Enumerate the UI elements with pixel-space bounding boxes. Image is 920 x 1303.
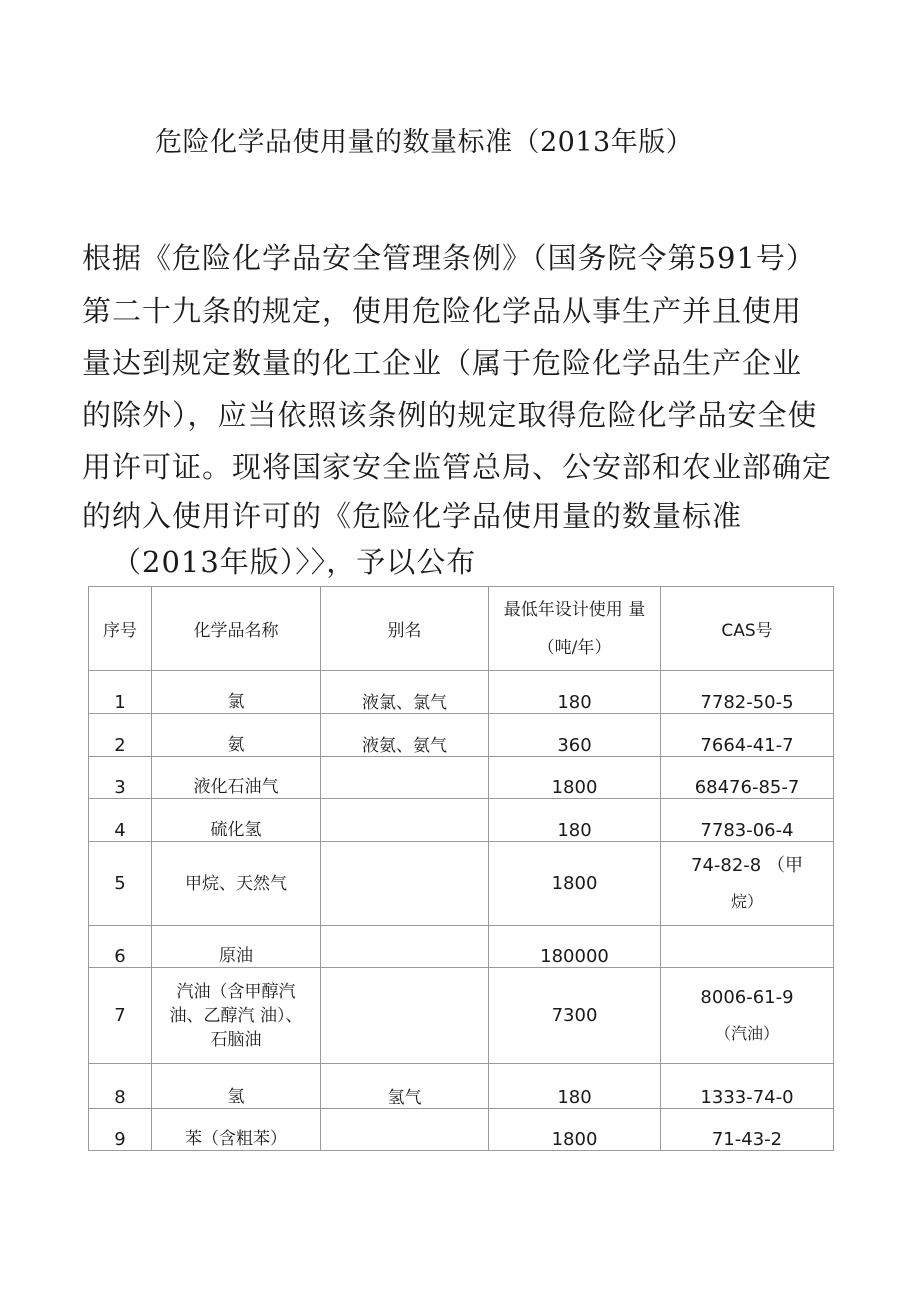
cell-name <box>152 968 321 1064</box>
cell-name-line: 汽油（含甲醇汽 <box>176 981 296 1002</box>
cell-cas: 7664-41-7 <box>661 714 834 757</box>
chemical-quantity-table <box>88 586 834 1151</box>
cell-seq: 4 <box>89 799 152 842</box>
table-header-row <box>89 587 834 671</box>
cell-quantity: 180 <box>489 1064 661 1109</box>
cell-alias: 液氯、氯气 <box>321 671 489 714</box>
cell-alias <box>321 926 489 968</box>
cell-alias: 液氨、氨气 <box>321 714 489 757</box>
cell-seq: 1 <box>89 671 152 714</box>
table-row <box>89 757 834 799</box>
cell-seq: 6 <box>89 926 152 968</box>
cell-alias <box>321 757 489 799</box>
cell-cas: 7782-50-5 <box>661 671 834 714</box>
paragraph-line: 第二十九条的规定，使用危险化学品从事生产并且使用 <box>82 294 803 328</box>
cell-cas-line2: 烷） <box>730 891 763 911</box>
table-row <box>89 968 834 1064</box>
header-seq: 序号 <box>89 587 152 671</box>
cell-quantity: 180 <box>489 799 661 842</box>
cell-quantity: 180 <box>489 671 661 714</box>
cell-alias <box>321 799 489 842</box>
cell-name: 氯 <box>152 671 321 714</box>
cell-alias: 氢气 <box>321 1064 489 1109</box>
cell-alias <box>321 1109 489 1151</box>
cell-quantity: 1800 <box>489 1109 661 1151</box>
table-row <box>89 671 834 714</box>
cell-cas: 7783-06-4 <box>661 799 834 842</box>
paragraph-line: 的除外），应当依照该条例的规定取得危险化学品安全使 <box>82 398 818 432</box>
cell-alias <box>321 968 489 1064</box>
cell-name: 苯（含粗苯） <box>152 1109 321 1151</box>
cell-seq: 2 <box>89 714 152 757</box>
cell-name: 氨 <box>152 714 321 757</box>
cell-cas: 68476-85-7 <box>661 757 834 799</box>
cell-cas: 71-43-2 <box>661 1109 834 1151</box>
paragraph-line: 根据《危险化学品安全管理条例》（国务院令第591号） <box>82 241 816 275</box>
paragraph-line: 量达到规定数量的化工企业（属于危险化学品生产企业 <box>82 346 803 380</box>
header-quantity-line1: 最低年设计使用 量 <box>503 599 646 620</box>
header-quantity-line2: （吨/年） <box>537 637 612 658</box>
table-row <box>89 799 834 842</box>
cell-cas-line2: （汽油） <box>714 1023 779 1043</box>
cell-quantity: 180000 <box>489 926 661 968</box>
table-row <box>89 1109 834 1151</box>
cell-seq: 5 <box>89 842 152 926</box>
cell-name: 硫化氢 <box>152 799 321 842</box>
paragraph-line: 的纳入使用许可的《危险化学品使用量的数量标准 <box>82 499 743 533</box>
table-row <box>89 926 834 968</box>
cell-name-line: 油、乙醇汽 油）、 <box>169 1005 303 1026</box>
cell-quantity: 360 <box>489 714 661 757</box>
header-alias: 别名 <box>321 587 489 671</box>
header-cas: CAS号 <box>661 587 834 671</box>
cell-quantity: 7300 <box>489 968 661 1064</box>
cell-name: 氢 <box>152 1064 321 1109</box>
table-row <box>89 1064 834 1109</box>
cell-quantity: 1800 <box>489 757 661 799</box>
cell-name-line: 石脑油 <box>210 1029 262 1050</box>
cell-seq: 3 <box>89 757 152 799</box>
cell-cas <box>661 926 834 968</box>
header-name: 化学品名称 <box>152 587 321 671</box>
cell-quantity: 1800 <box>489 842 661 926</box>
document-title: 危险化学品使用量的数量标准（2013年版） <box>155 127 694 158</box>
paragraph-line: （2013年版）〉〉，予以公布 <box>112 545 477 579</box>
table-row <box>89 842 834 926</box>
cell-cas <box>661 842 834 926</box>
cell-seq: 7 <box>89 968 152 1064</box>
cell-name: 甲烷、天然气 <box>152 842 321 926</box>
cell-seq: 9 <box>89 1109 152 1151</box>
table-row <box>89 714 834 757</box>
paragraph-line: 用许可证。现将国家安全监管总局、公安部和农业部确定 <box>82 450 833 484</box>
cell-seq: 8 <box>89 1064 152 1109</box>
cell-name: 原油 <box>152 926 321 968</box>
header-quantity <box>489 587 661 671</box>
cell-alias <box>321 842 489 926</box>
cell-name: 液化石油气 <box>152 757 321 799</box>
cell-cas-line1: 8006-61-9 <box>700 986 794 1008</box>
cell-cas-line1: 74-82-8 （甲 <box>691 854 803 876</box>
cell-cas <box>661 968 834 1064</box>
cell-cas: 1333-74-0 <box>661 1064 834 1109</box>
